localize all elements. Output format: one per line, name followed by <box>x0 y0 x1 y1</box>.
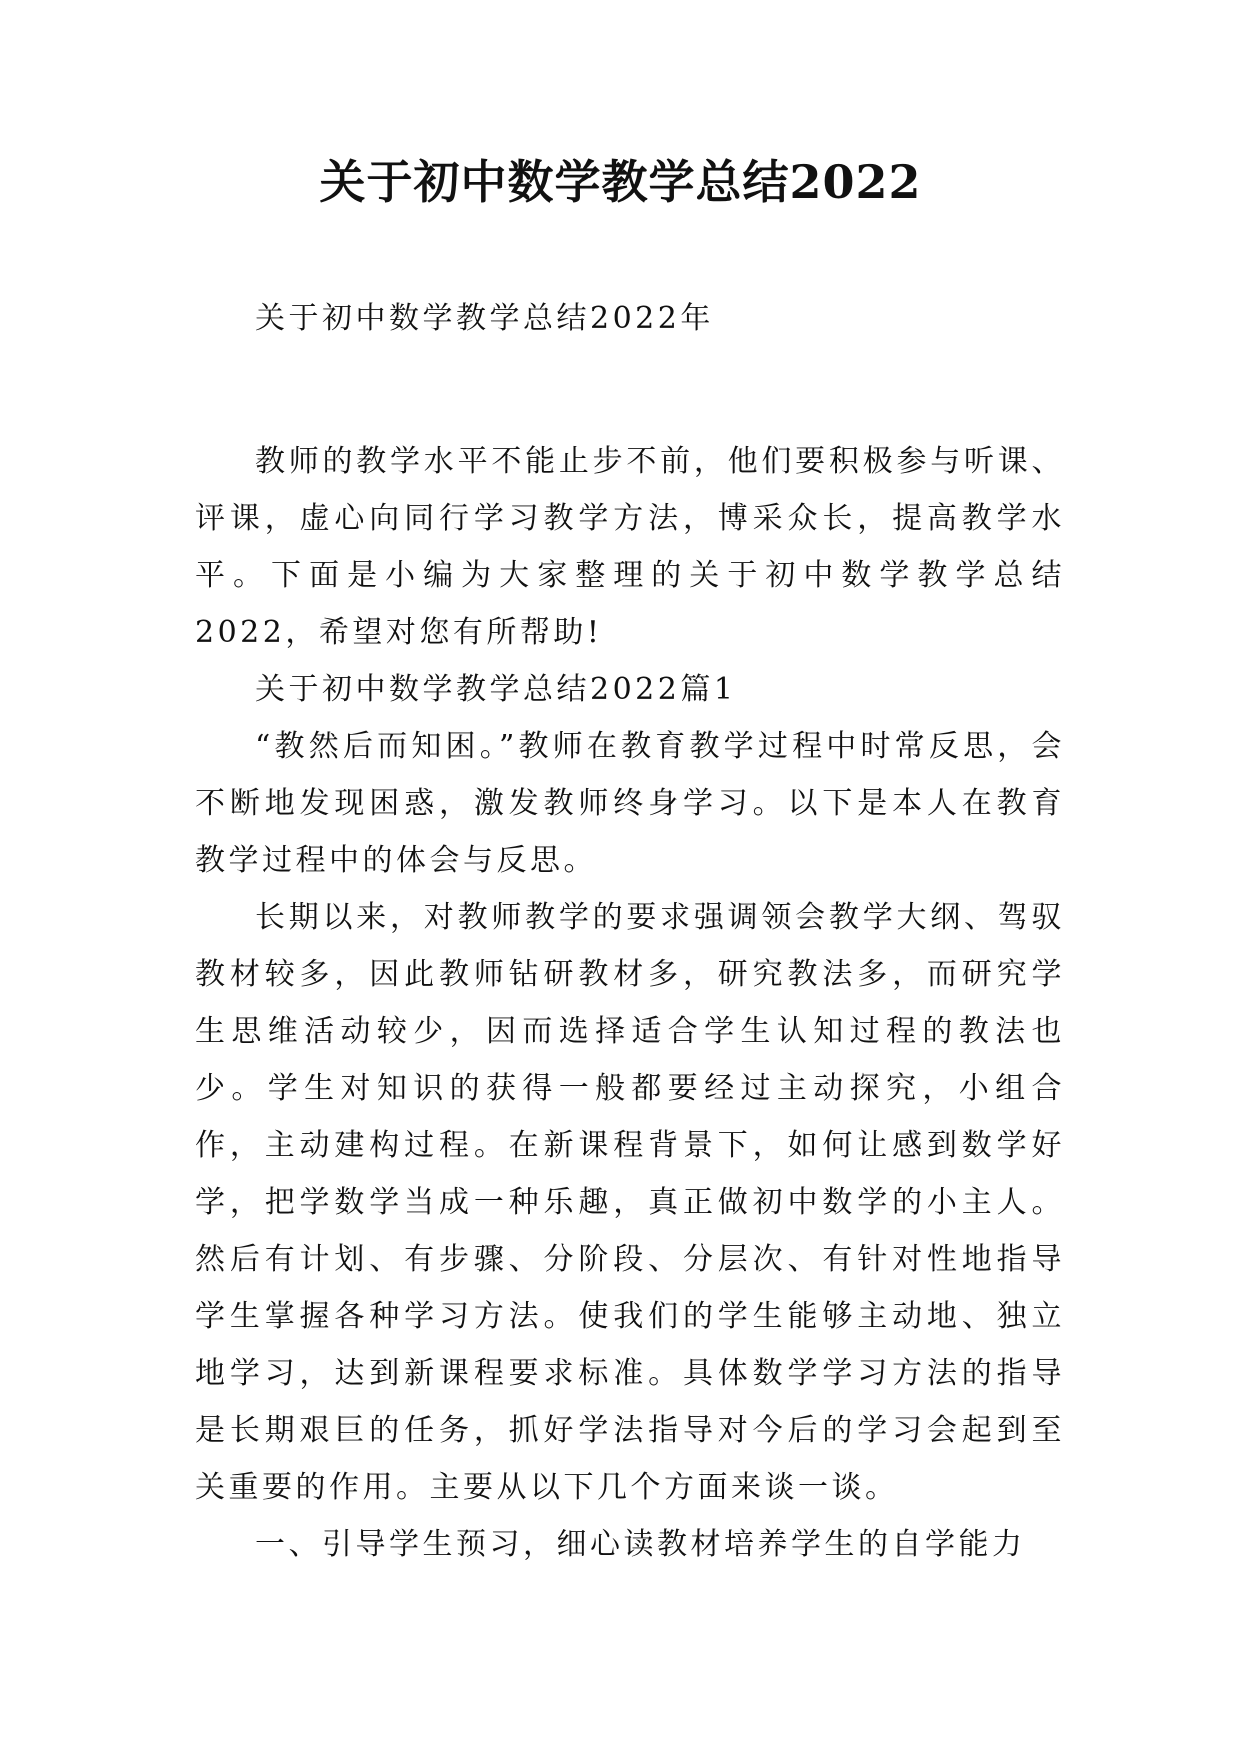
document-subtitle: 关于初中数学教学总结2022年 <box>255 301 714 336</box>
document-title: 关于初中数学教学总结2022 <box>319 155 922 209</box>
section-heading: 关于初中数学教学总结2022篇1 <box>255 672 737 707</box>
intro-paragraph: 教师的教学水平不能止步不前，他们要积极参与听课、评课，虚心向同行学习教学方法，博采众长，提高教学水平。下面是小编为大家整理的关于初中数学教学总结2022，希望对您有所帮助! <box>195 444 1065 650</box>
document-body <box>195 290 1065 1573</box>
subsection-heading: 一、引导学生预习，细心读教材培养学生的自学能力 <box>255 1527 1026 1562</box>
body-paragraph: “教然后而知困。”教师在教育教学过程中时常反思，会不断地发现困惑，激发教师终身学习。以下是本人在教育教学过程中的体会与反思。 <box>195 729 1065 878</box>
body-paragraph: 长期以来，对教师教学的要求强调领会教学大纲、驾驭教材较多，因此教师钻研教材多，研究教法多，而研究学生思维活动较少，因而选择适合学生认知过程的教法也少。学生对知识的获得一般都要经过主动探究，小组合作，主动建构过程。在新课程背景下，如何让感到数学好学，把学数学当成一种乐趣，真正做初中数学的小主人。然后有计划、有步骤、分阶段、分层次、有针对性地指导学生掌握各种学习方法。使我们的学生能够主动地、独立地学习，达到新课程要求标准。具体数学学习方法的指导是长期艰巨的任务，抓好学法指导对今后的学习会起到至关重要的作用。主要从以下几个方面来谈一谈。 <box>195 900 1065 1505</box>
